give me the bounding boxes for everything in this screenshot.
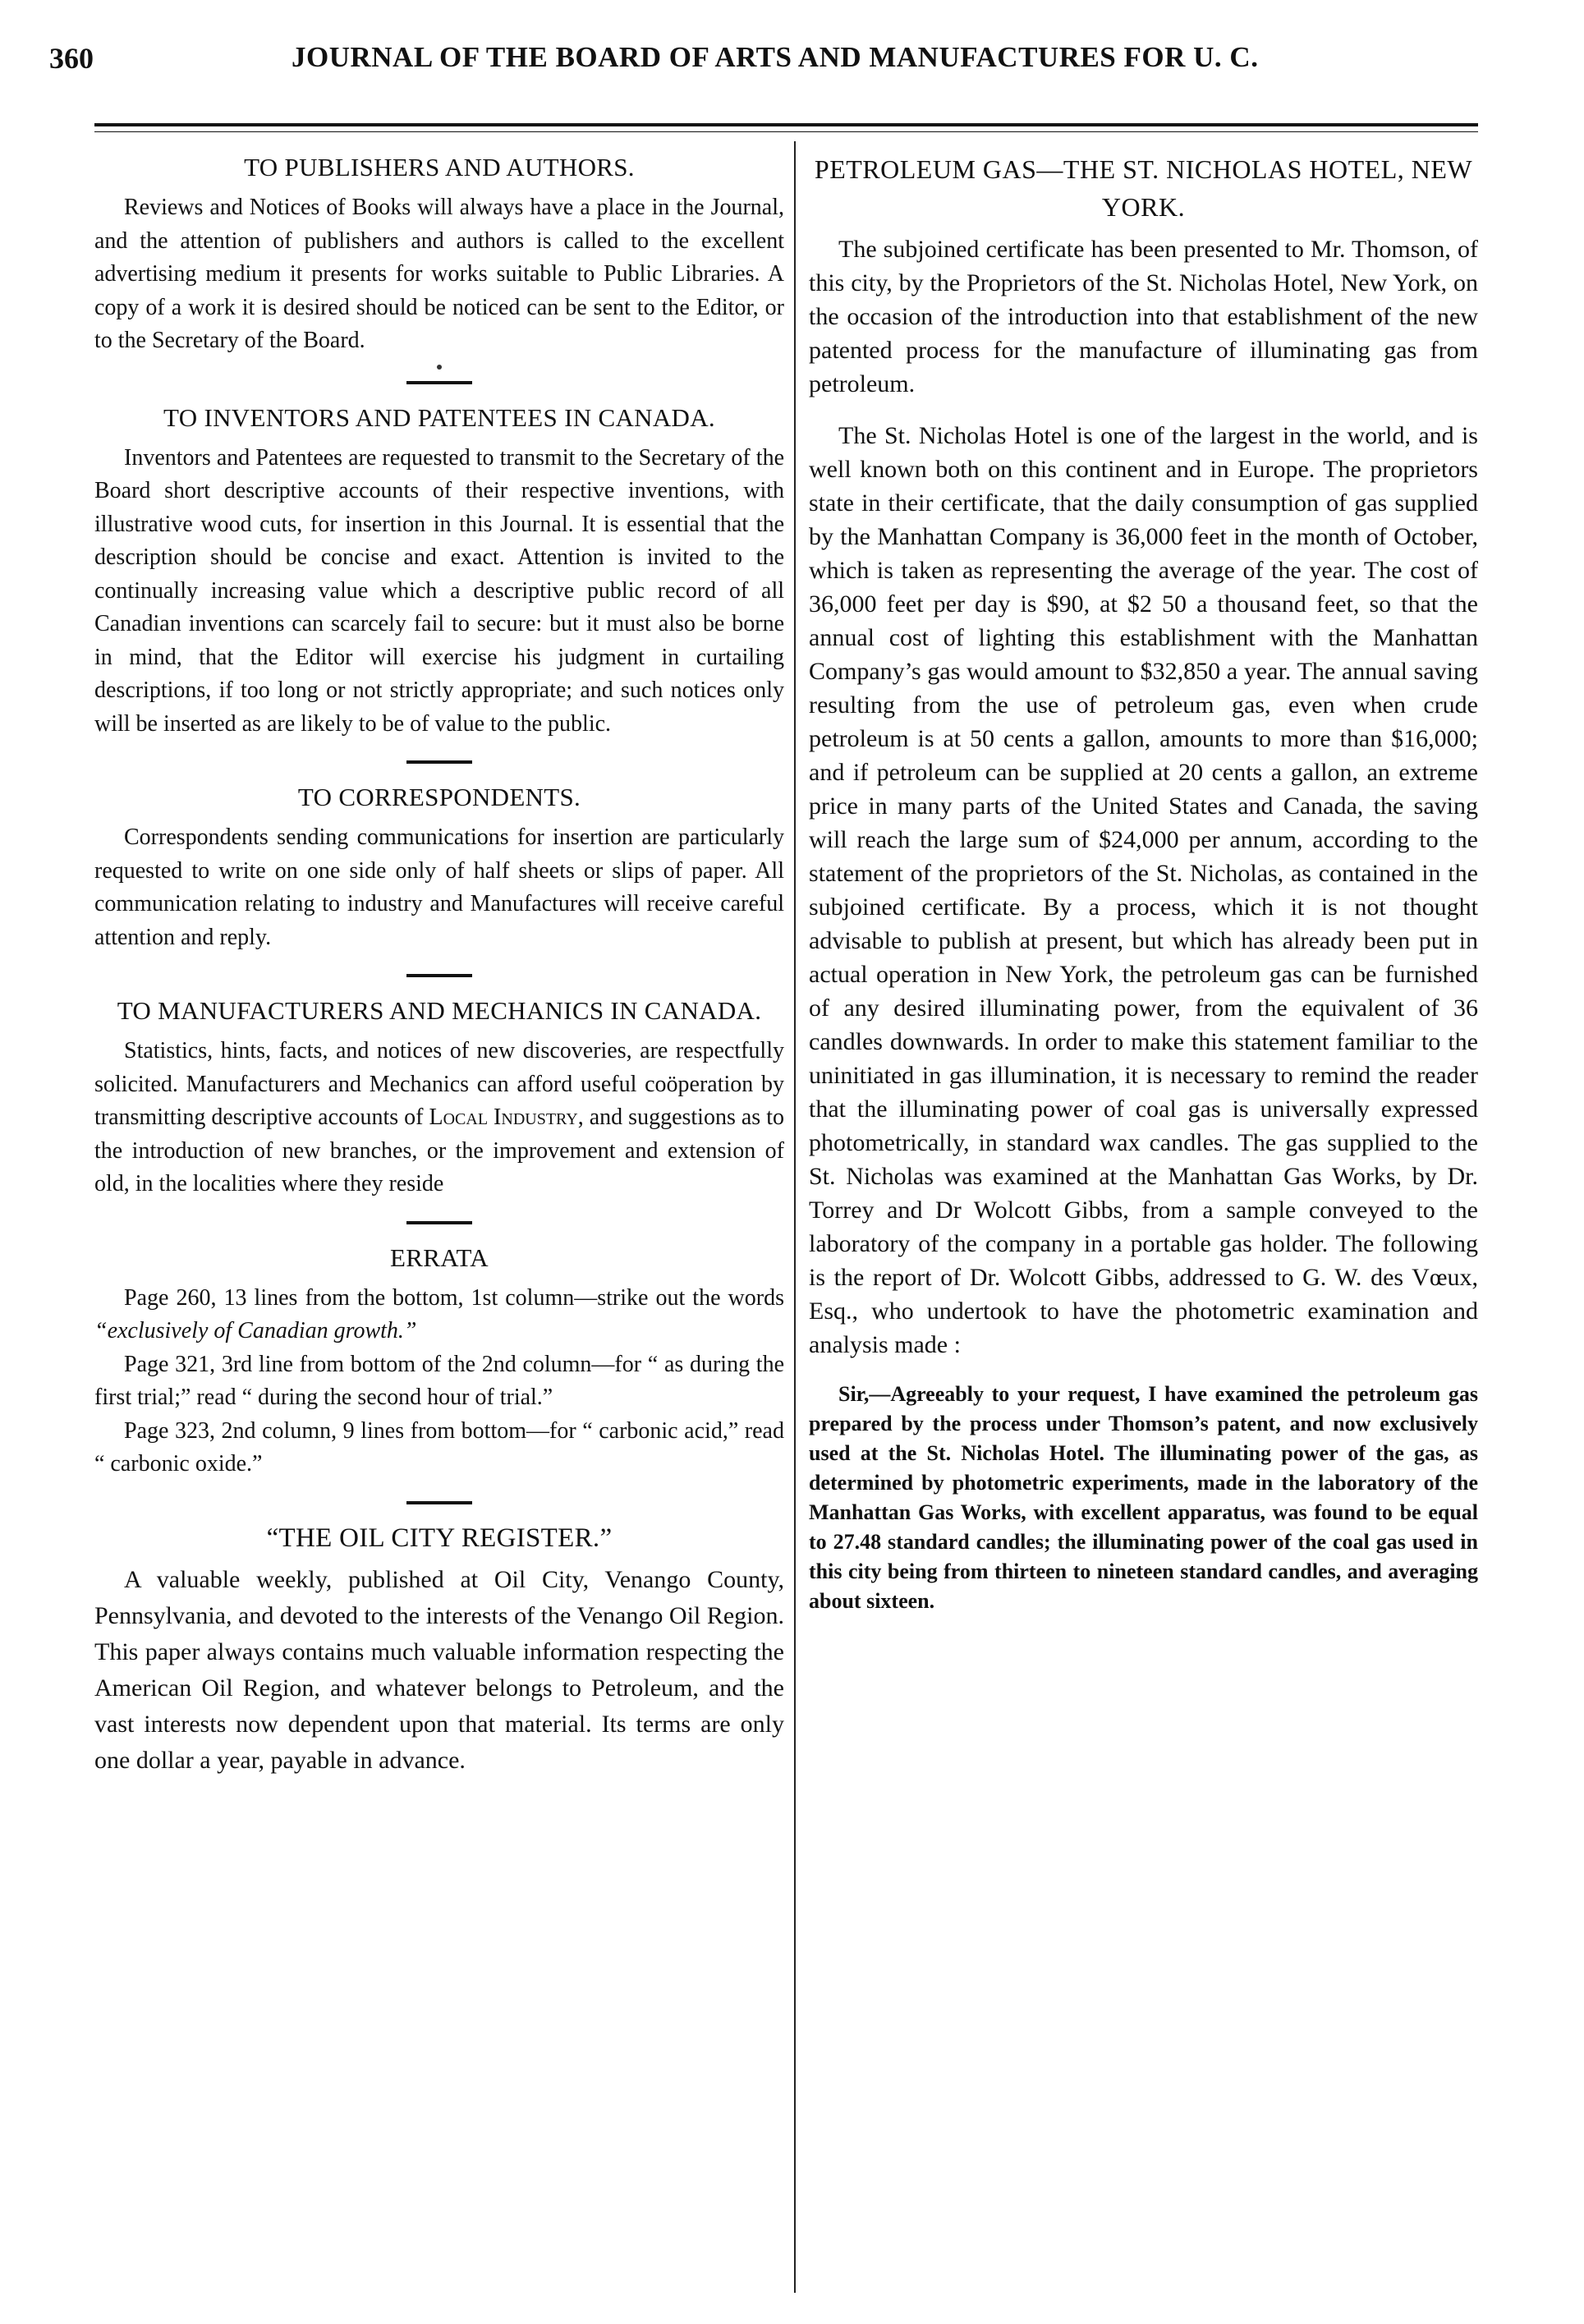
section-inventors <box>94 401 784 742</box>
separator <box>406 760 472 764</box>
separator <box>406 1501 472 1504</box>
header-rule-thin <box>94 131 1478 132</box>
local-industry-text: Local Industry <box>429 1105 578 1130</box>
header-rule-thick <box>94 123 1478 126</box>
section-body <box>94 1035 784 1201</box>
left-column <box>94 150 784 1779</box>
section-correspondents <box>94 780 784 954</box>
report-letter: Sir,—Agreeably to your request, I have examined the petroleum gas prepared by the process under Thomson’s patent, and now exclusively used at the St. Nicholas Hotel. The illuminating power of the gas, as determined by photometric experiments, made in the laboratory of the Manhattan Gas Works, with excellent apparatus, was found to be equal to 27.48 standard candles; the illuminating power of the coal gas used in this city being from thirteen to nineteen standard candles, and averaging about sixteen. <box>809 1382 1478 1613</box>
page-number: 360 <box>49 42 94 75</box>
separator-dot <box>437 365 442 370</box>
separator <box>406 381 472 384</box>
section-errata <box>94 1241 784 1481</box>
section-title: TO INVENTORS AND PATENTEES IN CANADA. <box>163 402 715 432</box>
right-column <box>809 150 1478 1616</box>
errata-item <box>94 1282 784 1348</box>
paragraph-gap <box>809 401 1478 419</box>
section-oil-city-register <box>94 1521 784 1779</box>
section-title: “THE OIL CITY REGISTER.” <box>266 1523 613 1553</box>
page-header <box>49 41 1511 90</box>
section-manufacturers <box>94 994 784 1201</box>
section-body: Correspondents sending communications for insertion are particularly requested to write on one side only of half sheets or slips of paper. All communication relating to industry and Manufactures will receive careful attention and reply. <box>94 824 784 950</box>
body-text: , and suggestions as to the introduction of new branches, or the improvement and extension of old, in the localities where they reside <box>94 1105 784 1196</box>
section-body: A valuable weekly, published at Oil City, Venango County, Pennsylvania, and devoted to the interests of the Venango Oil Region. This paper always contains much valuable information respecting the American Oil Region, and whatever belongs to Petroleum, and the vast interests now dependent upon that material. Its terms are only one dollar a year, payable in advance. <box>94 1565 784 1774</box>
body-text: Statistics, hints, facts, and notices of new discoveries, are respectfully solicited. Manufacturers and Mechanics can afford useful coöperation by transmitting descriptive accounts of <box>94 1038 784 1130</box>
section-title: TO CORRESPONDENTS. <box>297 783 581 811</box>
running-title: JOURNAL OF THE BOARD OF ARTS AND MANUFACTURES FOR U. C. <box>292 41 1259 73</box>
section-title: ERRATA <box>390 1242 489 1272</box>
errata-text: Page 260, 13 lines from the bottom, 1st column—strike out the words <box>124 1284 784 1311</box>
article-paragraph: The St. Nicholas Hotel is one of the largest in the world, and is well known both on this continent and in Europe. The proprietors state in their certificate, that the daily consumption of gas supplied by the Manhattan Company is 36,000 feet in the month of October, which is taken as representing the average of the year. The cost of 36,000 feet per day is $90, at $2 50 a thousand feet, so that the annual cost of lighting this establishment with the Manhattan Company’s gas would amount to $32,850 a year. The annual saving resulting from the use of petroleum gas, even when crude petroleum is at 50 cents a gallon, amounts to more than $16,000; and if petroleum can be supplied at 20 cents a gallon, an extreme price in many parts of the United States and Canada, the saving will reach the large sum of $24,000 per annum, according to the statement of the proprietors of the St. Nicholas, as contained in the subjoined certificate. By a process, which it is not thought advisable to publish at present, but which has already been put in actual operation in New York, the petroleum gas can be furnished of any desired illuminating power, from the equivalent of 36 candles downwards. In order to make this statement familiar to the uninitiated in gas illumination, it is necessary to remind the reader that the illuminating power of coal gas is universally expressed photometrically, in standard wax candles. The gas supplied to the St. Nicholas was examined at the Manhattan Gas Works, by Dr. Torrey and Dr Wolcott Gibbs, from a sample conveyed to the laboratory of the company in a portable gas holder. The following is the report of Dr. Wolcott Gibbs, addressed to G. W. des Vœux, Esq., who undertook to have the photometric examination and analysis made : <box>809 422 1478 1358</box>
errata-italic: “exclusively of Canadian growth.” <box>94 1318 417 1343</box>
article-paragraph: The subjoined certificate has been presented to Mr. Thomson, of this city, by the Proprietors of the St. Nicholas Hotel, New York, on the occasion of the introduction into that establishment of the new patented process for the manufacture of illuminating gas from petroleum. <box>809 236 1478 397</box>
section-body: Inventors and Patentees are requested to transmit to the Secretary of the Board short descriptive accounts of their respective inventions, with illustrative wood cuts, for insertion in this Journal. It is essential that the description should be concise and exact. Attention is invited to the continually increasing value which a descriptive public record of all Canadian inventions can scarcely fail to secure: but it must also be borne in mind, that the Editor will exercise his judgment in curtailing descriptions, if too long or not strictly appropriate; and such notices only will be inserted as are likely to be of value to the public. <box>94 444 784 737</box>
section-publishers <box>94 150 784 358</box>
section-body: Reviews and Notices of Books will always have a place in the Journal, and the attention of publishers and authors is called to the excellent advertising medium it presents for works suitable to Public Libraries. A copy of a work it is desired should be noticed can be sent to the Editor, or to the Secretary of the Board. <box>94 195 784 353</box>
separator <box>406 1221 472 1224</box>
section-title: TO MANUFACTURERS AND MECHANICS IN CANADA. <box>117 996 762 1025</box>
article-title: PETROLEUM GAS—THE ST. NICHOLAS HOTEL, NEW YORK. <box>814 154 1473 222</box>
separator <box>406 974 472 977</box>
paragraph-gap <box>809 1362 1478 1380</box>
column-divider <box>794 141 796 2293</box>
errata-item: Page 323, 2nd column, 9 lines from bottom—for “ carbonic acid,” read “ carbonic oxide.” <box>94 1417 784 1477</box>
section-title: TO PUBLISHERS AND AUTHORS. <box>244 153 635 181</box>
errata-item: Page 321, 3rd line from bottom of the 2nd column—for “ as during the first trial;” read “ during the second hour of trial.” <box>94 1351 784 1410</box>
